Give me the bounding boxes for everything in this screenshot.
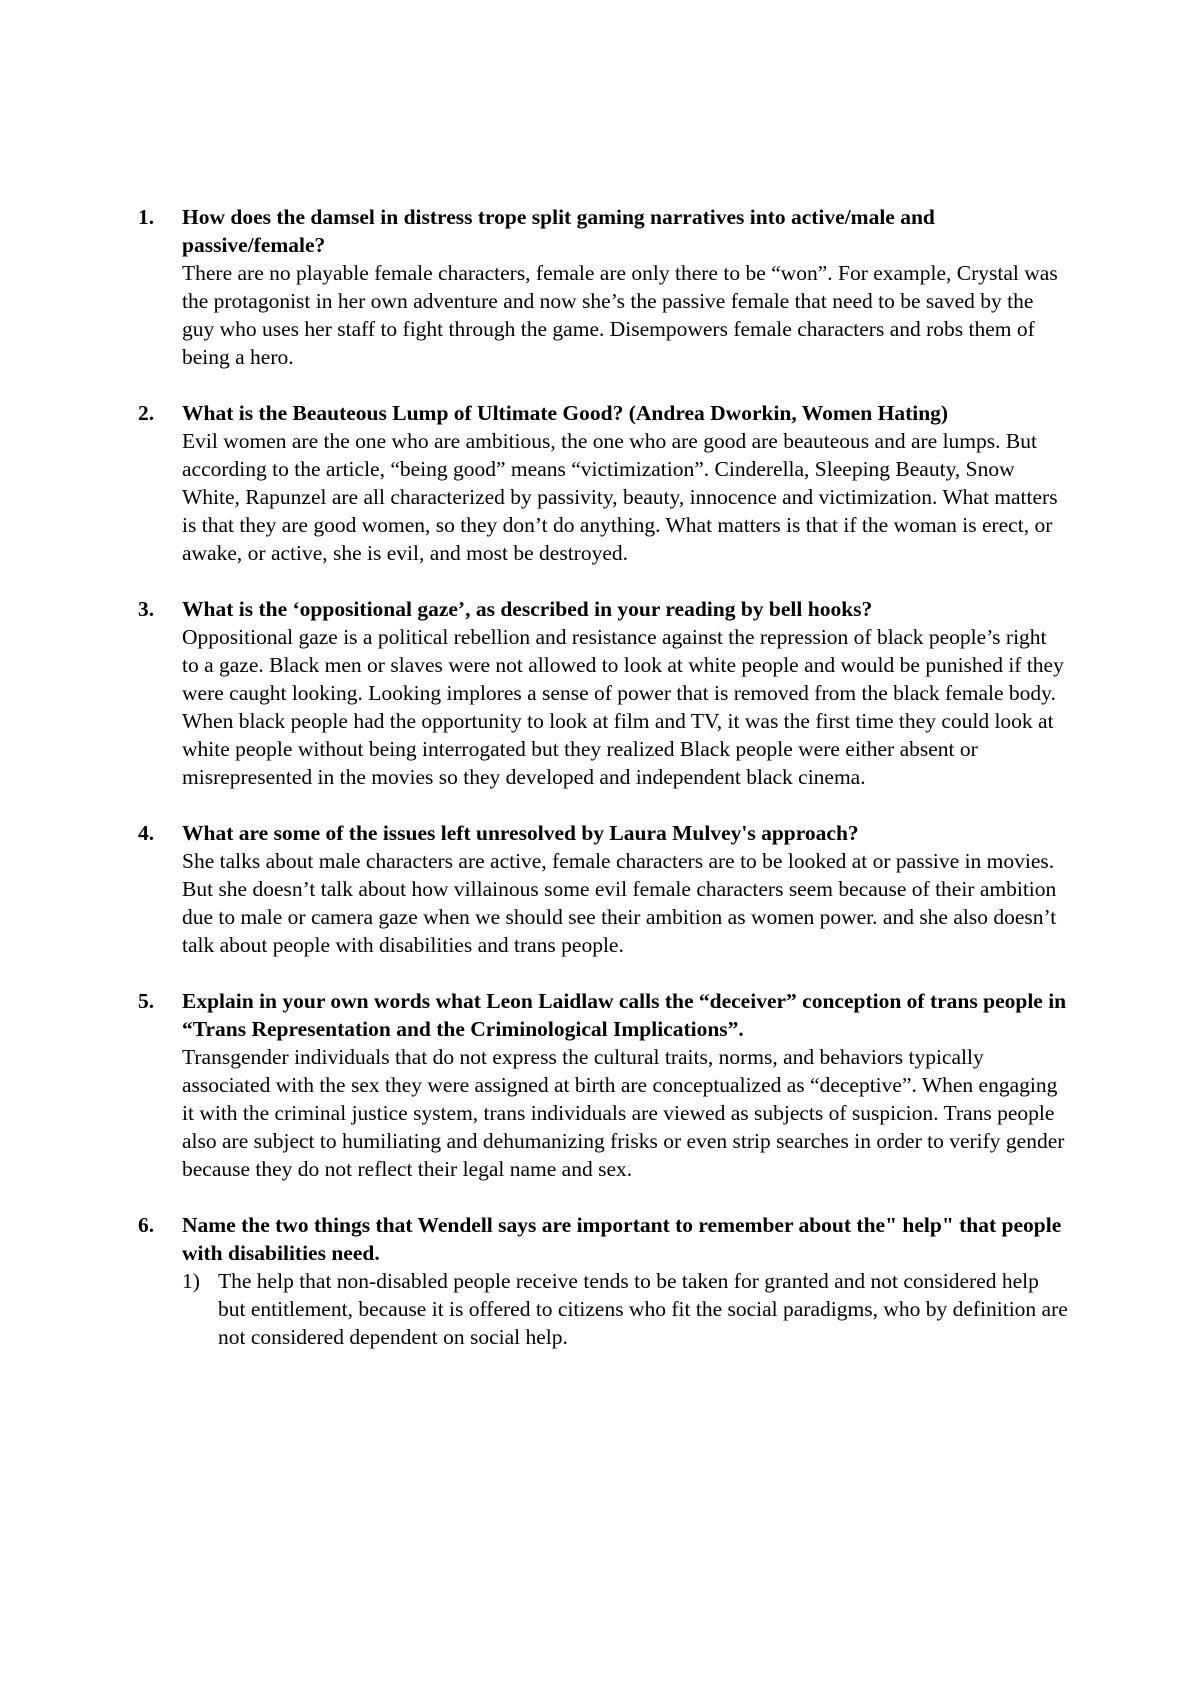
subitem-number: 1) [182, 1269, 200, 1293]
question-number: 1. [138, 205, 155, 229]
question-item-4 [138, 819, 1068, 959]
subitem-text: The help that non-disabled people receive tends to be taken for granted and not considered help but entitlement, because it is offered to citizens who fit the social paradigms, who by definition are not considered dependent on social help. [218, 1269, 1068, 1349]
question-item-2 [138, 399, 1068, 567]
question-number: 5. [138, 989, 155, 1013]
question-item-6 [138, 1211, 1068, 1351]
answer-text: Evil women are the one who are ambitious, the one who are good are beauteous and are lumps. But according to the article, “being good” means “victimization”. Cinderella, Sleeping Beauty, Snow White, Rapunzel are all characterized by passivity, beauty, innocence and victimization. What matters is that they are good women, so they don’t do anything. What matters is that if the woman is erect, or awake, or active, she is evil, and most be destroyed. [182, 429, 1058, 565]
question-text: How does the damsel in distress trope split gaming narratives into active/male and passive/female? [182, 205, 935, 257]
question-item-1 [138, 203, 1068, 371]
question-number: 2. [138, 401, 155, 425]
question-number: 3. [138, 597, 155, 621]
answer-subitem [182, 1267, 1068, 1351]
question-text: What are some of the issues left unresolved by Laura Mulvey's approach? [182, 821, 859, 845]
question-number: 6. [138, 1213, 155, 1237]
answer-text: Oppositional gaze is a political rebellion and resistance against the repression of black people’s right to a gaze. Black men or slaves were not allowed to look at white people and would be punished if they were caught looking. Looking implores a sense of power that is removed from the black female body. When black people had the opportunity to look at film and TV, it was the first time they could look at white people without being interrogated but they realized Black people were either absent or misrepresented in the movies so they developed and independent black cinema. [182, 625, 1064, 789]
question-text: Explain in your own words what Leon Laidlaw calls the “deceiver” conception of trans people in “Trans Representation and the Criminological Implications”. [182, 989, 1067, 1041]
answer-text: There are no playable female characters, female are only there to be “won”. For example, Crystal was the protagonist in her own adventure and now she’s the passive female that need to be saved by the guy who uses her staff to fight through the game. Disempowers female characters and robs them of being a hero. [182, 261, 1058, 369]
question-number: 4. [138, 821, 155, 845]
answer-text: She talks about male characters are active, female characters are to be looked at or passive in movies. But she doesn’t talk about how villainous some evil female characters seem because of their ambition due to male or camera gaze when we should see their ambition as women power. and she also doesn’t talk about people with disabilities and trans people. [182, 849, 1057, 957]
question-item-5 [138, 987, 1068, 1183]
question-text: What is the Beauteous Lump of Ultimate Good? (Andrea Dworkin, Women Hating) [182, 401, 949, 425]
question-list [138, 203, 1068, 1351]
answer-sublist [182, 1267, 1068, 1351]
question-text: Name the two things that Wendell says are important to remember about the" help" that people with disabilities need. [182, 1213, 1062, 1265]
question-item-3 [138, 595, 1068, 791]
question-text: What is the ‘oppositional gaze’, as described in your reading by bell hooks? [182, 597, 873, 621]
answer-text: Transgender individuals that do not express the cultural traits, norms, and behaviors typically associated with the sex they were assigned at birth are conceptualized as “deceptive”. When engaging it with the criminal justice system, trans individuals are viewed as subjects of suspicion. Trans people also are subject to humiliating and dehumanizing frisks or even strip searches in order to verify gender because they do not reflect their legal name and sex. [182, 1045, 1065, 1181]
